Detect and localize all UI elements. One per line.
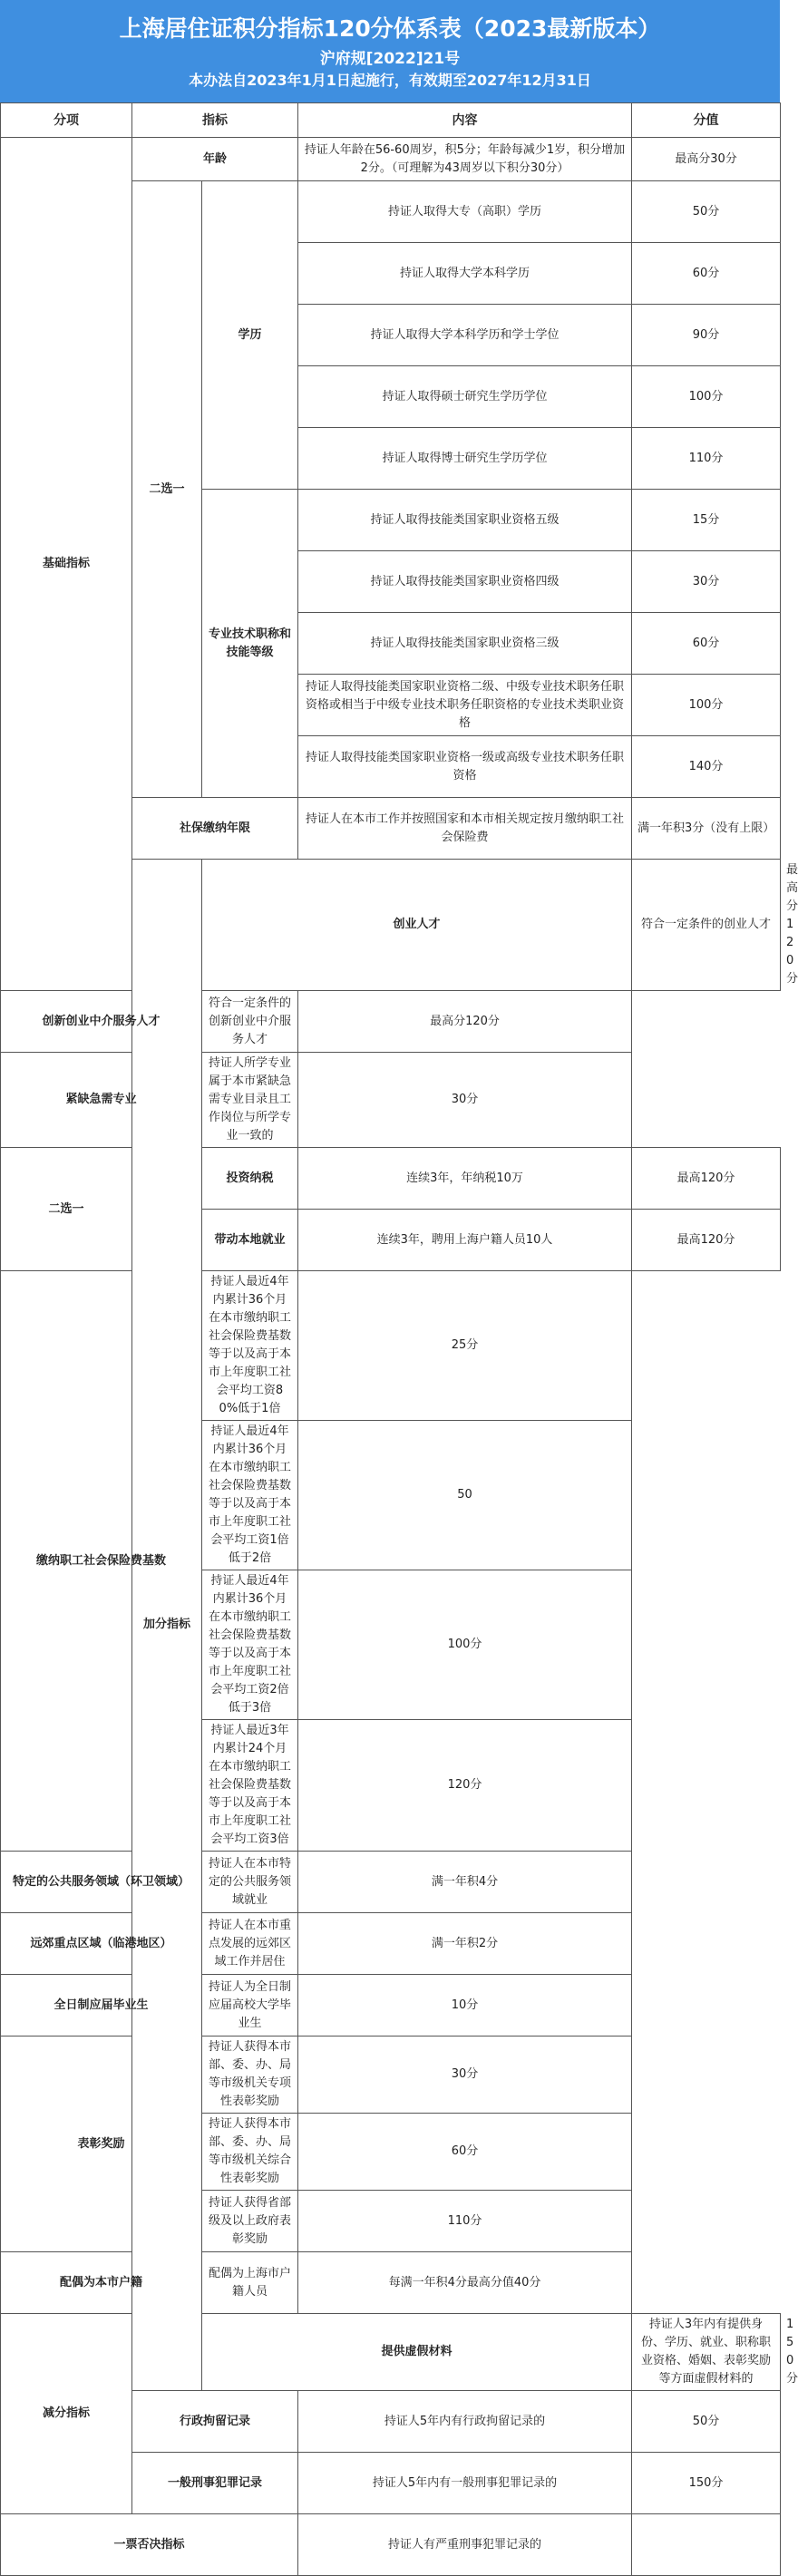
content-false-materials: 持证人3年内有提供身份、学历、就业、职称职业资格、婚姻、表彰奖励等方面虚假材料的: [632, 2314, 781, 2391]
content-skills-5: 持证人取得技能类国家职业资格一级或高级专业技术职务任职资格: [298, 736, 632, 798]
score-insurance-4: 120分: [298, 1720, 632, 1852]
score-insurance-1: 25分: [298, 1271, 632, 1421]
content-skills-3: 持证人取得技能类国家职业资格三级: [298, 613, 632, 675]
content-insurance-3: 持证人最近4年内累计36个月在本市缴纳职工社会保险费基数等于以及高于本市上年度职工社会平均工资2倍低于3倍: [202, 1570, 298, 1720]
indicator-awards: 表彰奖励: [1, 2036, 202, 2252]
score-public-service: 满一年积4分: [298, 1852, 632, 1913]
content-suburban: 持证人在本市重点发展的远郊区域工作并居住: [202, 1913, 298, 1975]
content-detention: 持证人5年内有行政拘留记录的: [298, 2391, 632, 2453]
table-row: [1, 1852, 781, 1913]
indicator-skills: 专业技术职称和技能等级: [202, 490, 298, 798]
content-skills-1: 持证人取得技能类国家职业资格五级: [298, 490, 632, 551]
validity-note: 本办法自2023年1月1日起施行，有效期至2027年12月31日: [189, 72, 591, 89]
content-graduate: 持证人为全日制应届高校大学毕业生: [202, 1975, 298, 2036]
score-skills-5: 140分: [632, 736, 781, 798]
content-skills-2: 持证人取得技能类国家职业资格四级: [298, 551, 632, 613]
indicator-age: 年龄: [132, 138, 298, 181]
indicator-employment: 带动本地就业: [202, 1210, 298, 1271]
table-header-row: [1, 103, 781, 138]
content-education-3: 持证人取得大学本科学历和学士学位: [298, 305, 632, 366]
score-intermediary: 最高分120分: [298, 991, 632, 1053]
indicator-detention: 行政拘留记录: [132, 2391, 298, 2453]
document-number: 沪府规[2022]21号: [319, 50, 461, 68]
either-one-bonus: 二选一: [1, 1148, 132, 1271]
content-education-4: 持证人取得硕士研究生学历学位: [298, 366, 632, 428]
table-row: 加分指标 创业人才 符合一定条件的创业人才 最高分120分: [1, 860, 781, 991]
indicator-false-materials: 提供虚假材料: [202, 2314, 632, 2391]
category-deduct: 减分指标: [1, 2314, 132, 2514]
score-skills-4: 100分: [632, 675, 781, 736]
content-insurance-2: 持证人最近4年内累计36个月在本市缴纳职工社会保险费基数等于以及高于本市上年度职工社会平均工资1倍低于2倍: [202, 1421, 298, 1570]
score-criminal: 150分: [632, 2453, 781, 2514]
table-row: 减分指标 提供虚假材料 持证人3年内有提供身份、学历、就业、职称职业资格、婚姻、表彰奖励等方面虚假材料的 150分: [1, 2314, 781, 2391]
table-row: [1, 991, 781, 1053]
content-awards-2: 持证人获得本市部、委、办、局等市级机关综合性表彰奖励: [202, 2114, 298, 2191]
indicator-criminal: 一般刑事犯罪记录: [132, 2453, 298, 2514]
content-investment: 连续3年，年纳税10万: [298, 1148, 632, 1210]
indicator-spouse: 配偶为本市户籍: [1, 2252, 202, 2314]
table-row: [1, 1148, 781, 1210]
indicator-public-service: 特定的公共服务领域（环卫领域）: [1, 1852, 202, 1913]
score-suburban: 满一年积2分: [298, 1913, 632, 1975]
content-employment: 连续3年，聘用上海户籍人员10人: [298, 1210, 632, 1271]
page-title: 上海居住证积分指标120分体系表（2023最新版本）: [119, 15, 661, 42]
table-row: [1, 1053, 781, 1148]
content-public-service: 持证人在本市特定的公共服务领域就业: [202, 1852, 298, 1913]
score-education-3: 90分: [632, 305, 781, 366]
content-entrepreneur: 符合一定条件的创业人才: [632, 860, 781, 991]
content-spouse: 配偶为上海市户籍人员: [202, 2252, 298, 2314]
score-investment: 最高120分: [632, 1148, 781, 1210]
content-criminal: 持证人5年内有一般刑事犯罪记录的: [298, 2453, 632, 2514]
content-age: 持证人年龄在56-60周岁，积5分；年龄每减少1岁，积分增加2分。（可理解为43周岁以下积分30分）: [298, 138, 632, 181]
indicator-education: 学历: [202, 181, 298, 490]
score-spouse: 每满一年积4分最高分值40分: [298, 2252, 632, 2314]
score-education-2: 60分: [632, 243, 781, 305]
table-row: [1, 1975, 781, 2036]
header-content: 内容: [298, 103, 632, 138]
table-row: [1, 2514, 781, 2576]
score-skills-1: 15分: [632, 490, 781, 551]
score-insurance-2: 50: [298, 1421, 632, 1570]
content-awards-3: 持证人获得省部级及以上政府表彰奖励: [202, 2191, 298, 2252]
indicator-suburban: 远郊重点区域（临港地区）: [1, 1913, 202, 1975]
content-skills-4: 持证人取得技能类国家职业资格二级、中级专业技术职务任职资格或相当于中级专业技术职务任职资格的专业技术类职业资格: [298, 675, 632, 736]
score-awards-2: 60分: [298, 2114, 632, 2191]
content-insurance-4: 持证人最近3年内累计24个月在本市缴纳职工社会保险费基数等于以及高于本市上年度职工社会平均工资3倍: [202, 1720, 298, 1852]
score-insurance-3: 100分: [298, 1570, 632, 1720]
table-row: [1, 2036, 781, 2114]
score-education-5: 110分: [632, 428, 781, 490]
indicator-veto: 一票否决指标: [1, 2514, 298, 2576]
score-education-1: 50分: [632, 181, 781, 243]
page-header: [0, 0, 780, 102]
points-table: [0, 102, 798, 2576]
content-insurance-1: 持证人最近4年内累计36个月在本市缴纳职工社会保险费基数等于以及高于本市上年度职工社会平均工资80%低于1倍: [202, 1271, 298, 1421]
score-skills-3: 60分: [632, 613, 781, 675]
score-skills-2: 30分: [632, 551, 781, 613]
content-shortage-major: 持证人所学专业属于本市紧缺急需专业目录且工作岗位与所学专业一致的: [202, 1053, 298, 1148]
indicator-investment: 投资纳税: [202, 1148, 298, 1210]
category-bonus: 加分指标: [132, 860, 202, 2391]
content-education-2: 持证人取得大学本科学历: [298, 243, 632, 305]
indicator-insurance-base: 缴纳职工社会保险费基数: [1, 1271, 202, 1852]
score-employment: 最高120分: [632, 1210, 781, 1271]
score-veto: [632, 2514, 781, 2576]
content-awards-1: 持证人获得本市部、委、办、局等市级机关专项性表彰奖励: [202, 2036, 298, 2114]
category-basic: 基础指标: [1, 138, 132, 991]
either-one-basic: 二选一: [132, 181, 202, 798]
score-graduate: 10分: [298, 1975, 632, 2036]
header-indicator: 指标: [132, 103, 298, 138]
content-intermediary: 符合一定条件的创新创业中介服务人才: [202, 991, 298, 1053]
table-row: [1, 1271, 781, 1421]
score-awards-1: 30分: [298, 2036, 632, 2114]
content-education-5: 持证人取得博士研究生学历学位: [298, 428, 632, 490]
score-detention: 50分: [632, 2391, 781, 2453]
content-education-1: 持证人取得大专（高职）学历: [298, 181, 632, 243]
indicator-graduate: 全日制应届毕业生: [1, 1975, 202, 2036]
indicator-shortage-major: 紧缺急需专业: [1, 1053, 202, 1148]
table-row: [1, 1913, 781, 1975]
content-veto: 持证人有严重刑事犯罪记录的: [298, 2514, 632, 2576]
score-age: 最高分30分: [632, 138, 781, 181]
indicator-entrepreneur: 创业人才: [202, 860, 632, 991]
indicator-social-security: 社保缴纳年限: [132, 798, 298, 860]
table-row: [1, 2252, 781, 2314]
score-education-4: 100分: [632, 366, 781, 428]
content-social-security: 持证人在本市工作并按照国家和本市相关规定按月缴纳职工社会保险费: [298, 798, 632, 860]
indicator-intermediary: 创新创业中介服务人才: [1, 991, 202, 1053]
table-row: [1, 138, 781, 181]
header-category: 分项: [1, 103, 132, 138]
score-shortage-major: 30分: [298, 1053, 632, 1148]
score-social-security: 满一年积3分（没有上限）: [632, 798, 781, 860]
header-score: 分值: [632, 103, 781, 138]
score-awards-3: 110分: [298, 2191, 632, 2252]
